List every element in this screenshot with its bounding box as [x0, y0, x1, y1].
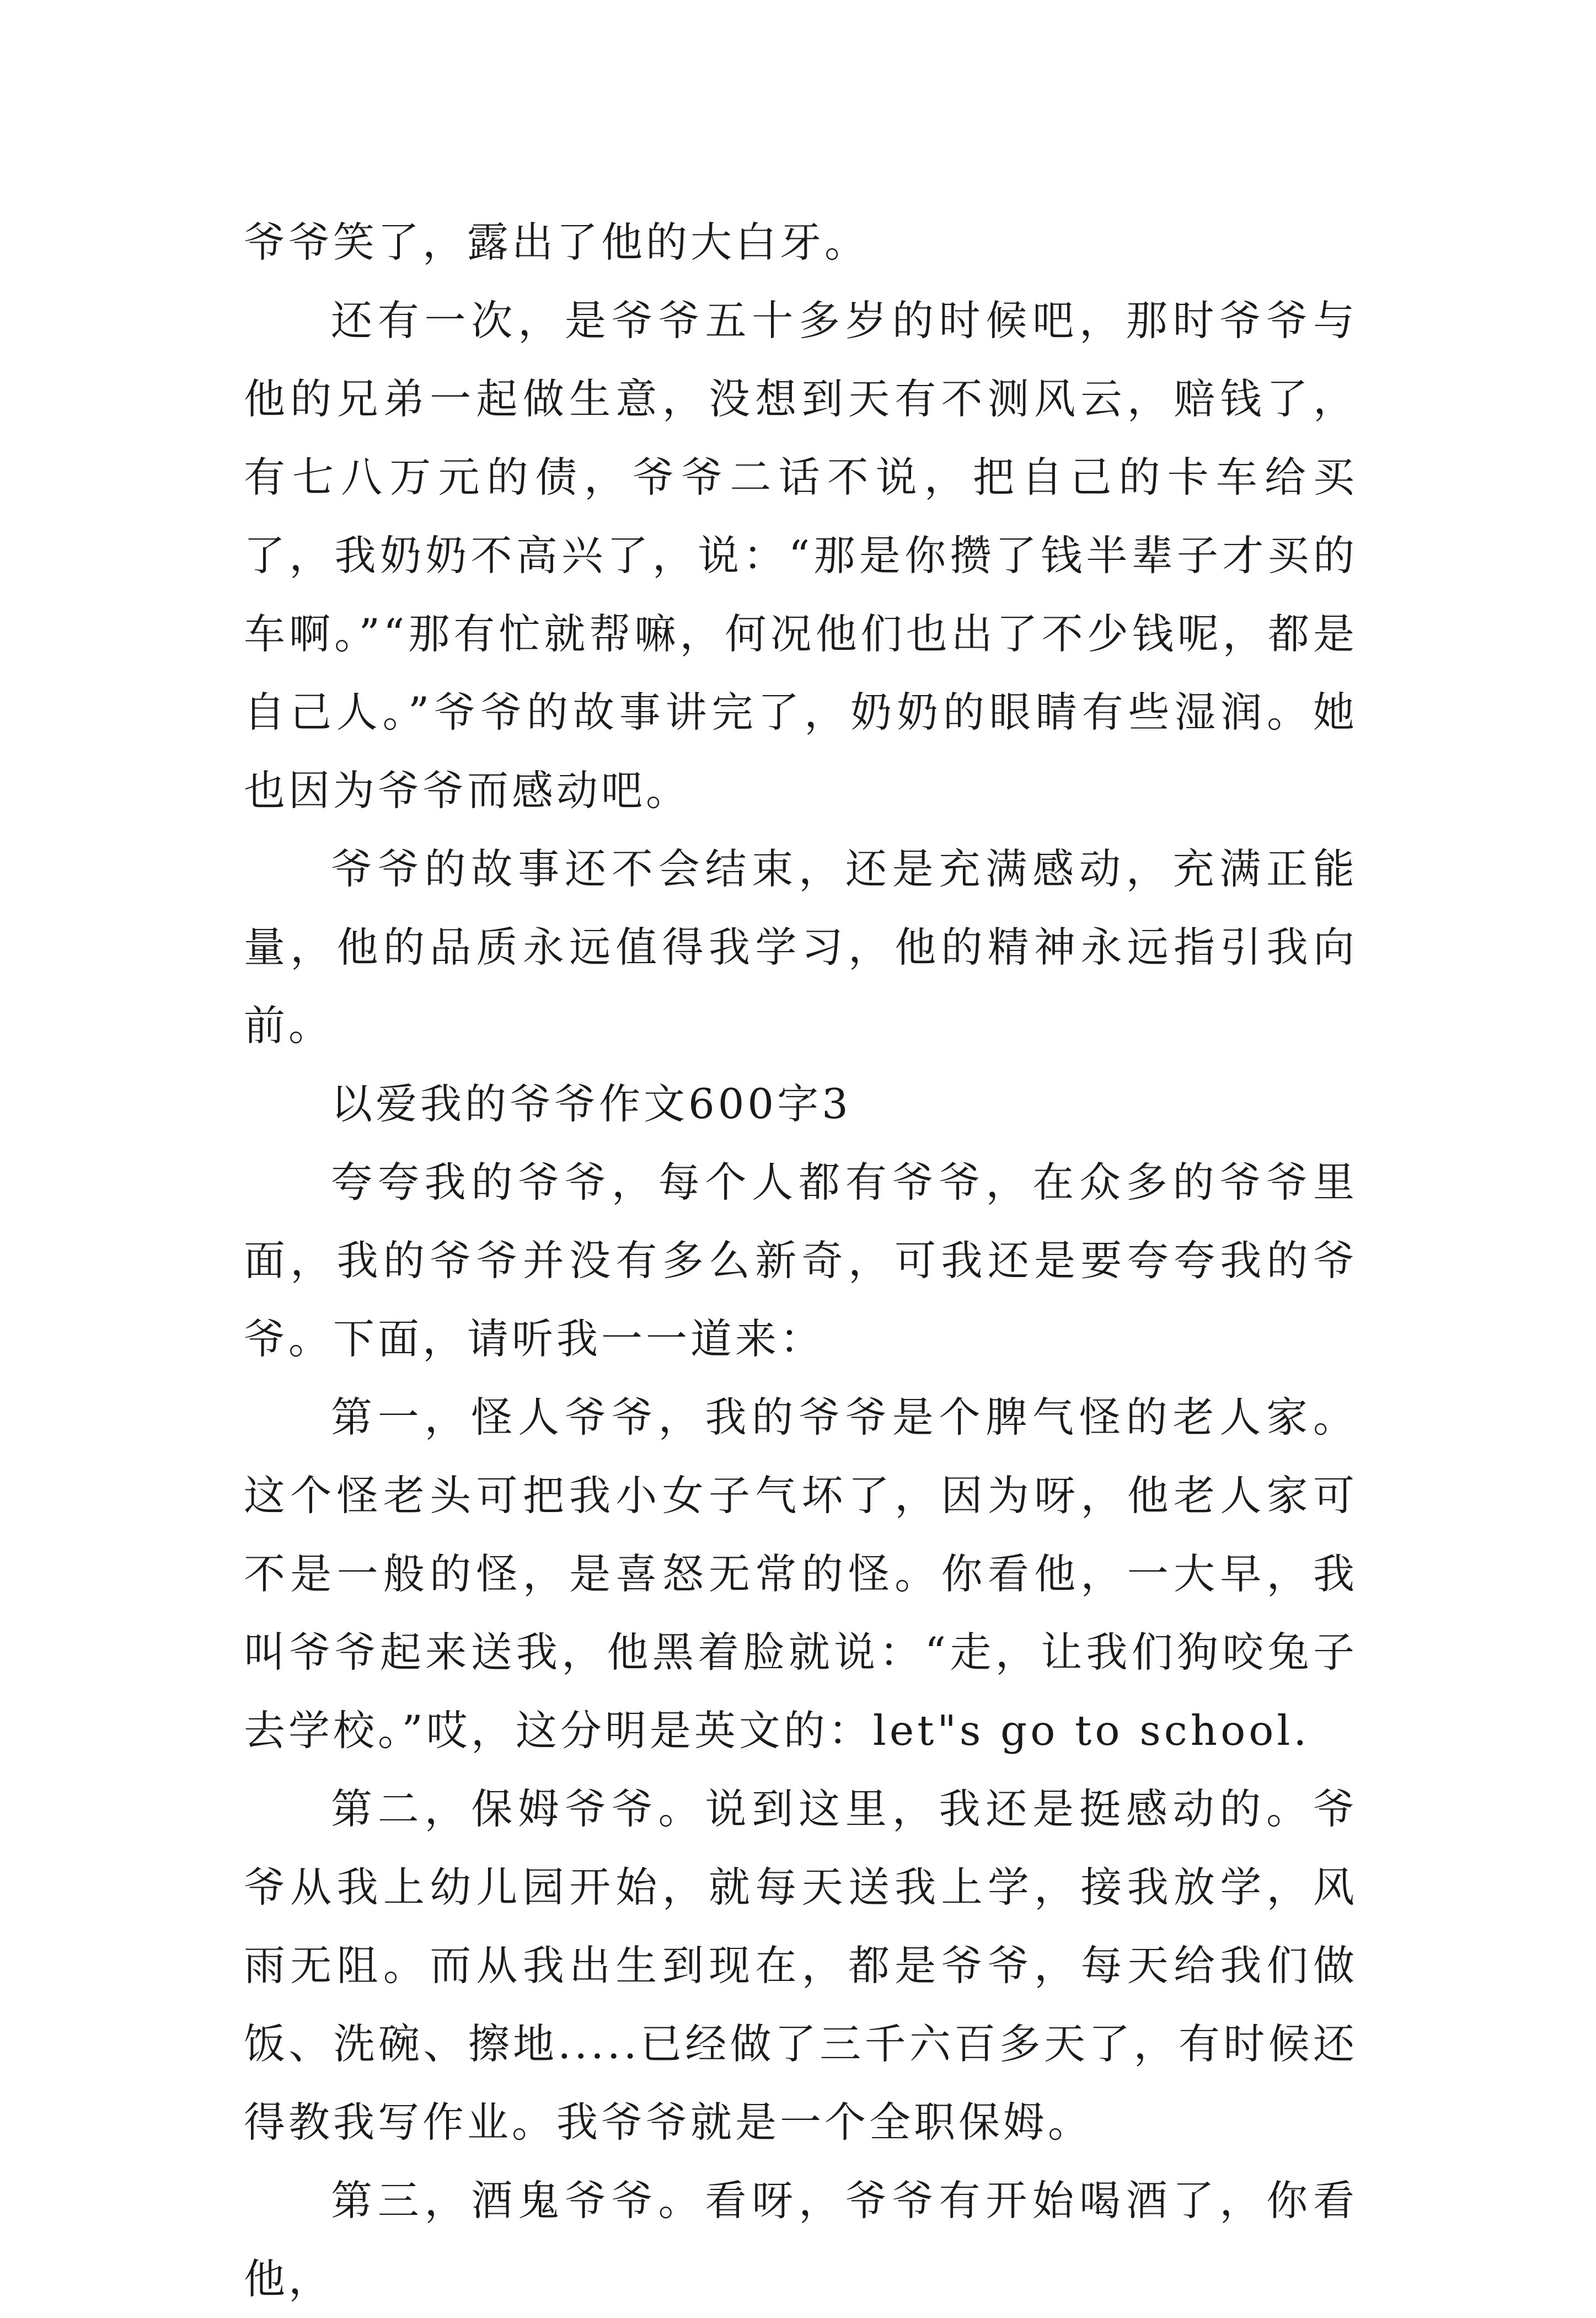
paragraph-3: 爷爷的故事还不会结束，还是充满感动，充满正能量，他的品质永远值得我学习，他的精神永远指引我向前。	[244, 845, 1358, 1050]
body-text	[244, 203, 1358, 2318]
paragraph-8: 第三，酒鬼爷爷。看呀，爷爷有开始喝酒了，你看他，	[244, 2176, 1358, 2303]
paragraph-5: 夸夸我的爷爷，每个人都有爷爷，在众多的爷爷里面，我的爷爷并没有多么新奇，可我还是要夸夸我的爷爷。下面，请听我一一道来：	[244, 1158, 1358, 1363]
paragraph-7: 第二，保姆爷爷。说到这里，我还是挺感动的。爷爷从我上幼儿园开始，就每天送我上学，接我放学，风雨无阻。而从我出生到现在，都是爷爷，每天给我们做饭、洗碗、擦地.....已经做了三千六百多天了，有时候还得教我写作业。我爷爷就是一个全职保姆。	[244, 1785, 1358, 2146]
section-heading: 以爱我的爷爷作文600字3	[331, 1080, 851, 1128]
paragraph-1: 爷爷笑了，露出了他的大白牙。	[244, 218, 870, 266]
paragraph-2: 还有一次，是爷爷五十多岁的时候吧，那时爷爷与他的兄弟一起做生意，没想到天有不测风云，赔钱了，有七八万元的债，爷爷二话不说，把自己的卡车给买了，我奶奶不高兴了，说：“那是你攒了钱半辈子才买的车啊。”“那有忙就帮嘛，何况他们也出了不少钱呢，都是自己人。”爷爷的故事讲完了，奶奶的眼睛有些湿润。她也因为爷爷而感动吧。	[244, 296, 1358, 815]
paragraph-6: 第一，怪人爷爷，我的爷爷是个脾气怪的老人家。这个怪老头可把我小女子气坏了，因为呀，他老人家可不是一般的怪，是喜怒无常的怪。你看他，一大早，我叫爷爷起来送我，他黑着脸就说：“走，让我们狗咬兔子去学校。”哎，这分明是英文的：let"s go to school.	[244, 1393, 1358, 1755]
